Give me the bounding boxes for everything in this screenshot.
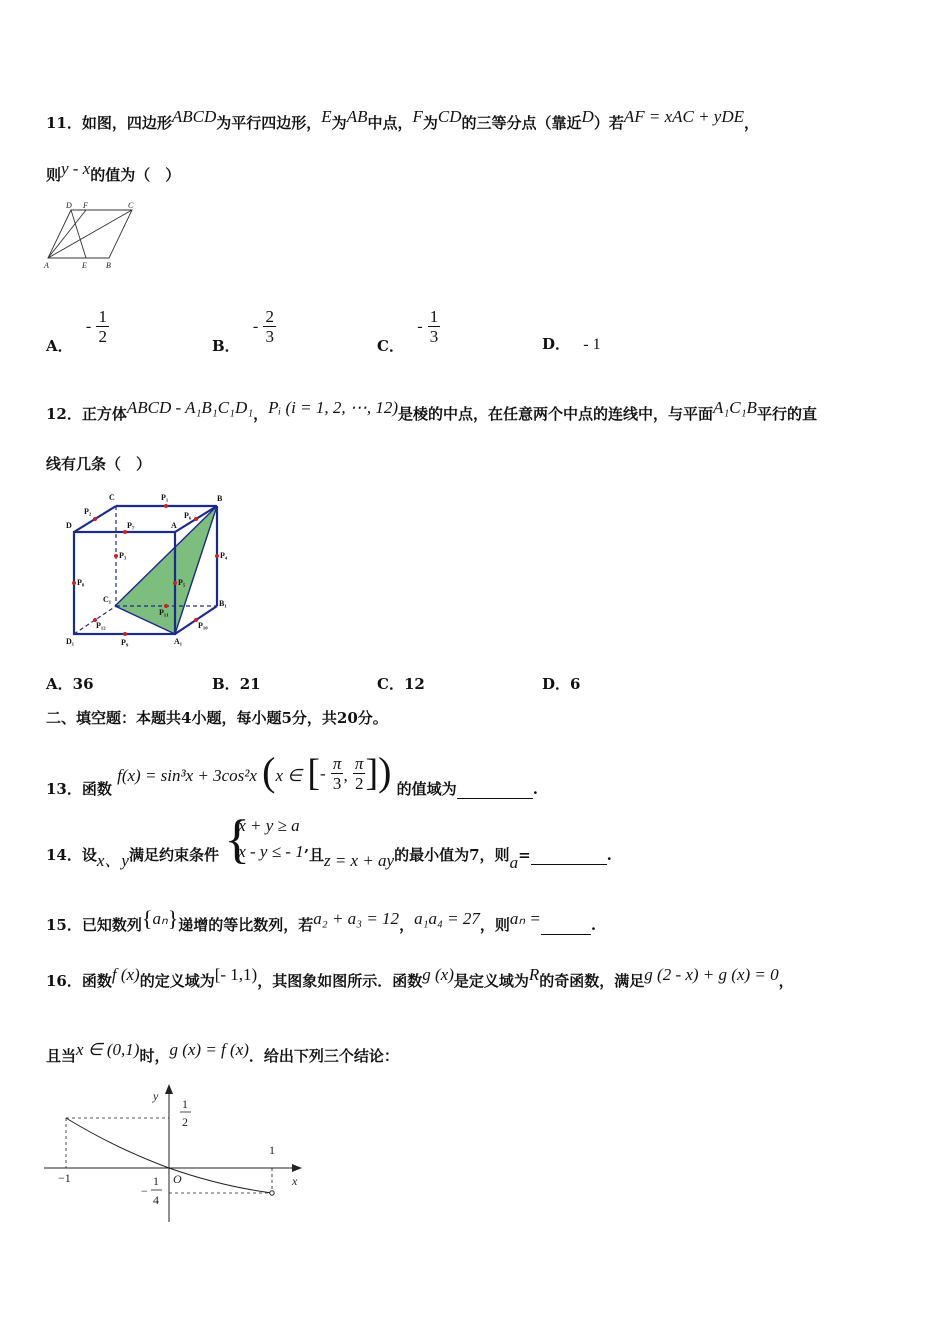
svg-text:1: 1 <box>182 1097 188 1111</box>
label-f: F <box>83 201 88 210</box>
math-plane: A₁C₁B <box>713 398 757 417</box>
svg-text:P₇: P₇ <box>127 521 135 530</box>
svg-text:P₁₁: P₁₁ <box>159 608 169 617</box>
svg-text:P₄: P₄ <box>220 551 228 560</box>
q11-option-b[interactable]: B． - $\frac{2}{3}$ <box>212 307 274 355</box>
svg-text:P₁: P₁ <box>161 493 169 502</box>
section-heading: 二、填空题：本题共4小题，每小题5分，共20分。 <box>46 709 388 727</box>
svg-text:1: 1 <box>269 1143 275 1157</box>
q12-option-b[interactable]: B．21 <box>212 675 261 693</box>
svg-text:2: 2 <box>182 1115 188 1129</box>
label-d: D <box>66 201 72 210</box>
axis-x-label: x <box>292 1174 298 1188</box>
frac-pi-3: $\frac{\pi}{3}$ <box>332 753 342 793</box>
constraint-1: x + y ≥ a <box>238 816 300 835</box>
svg-text:B: B <box>217 494 223 503</box>
q12-option-d[interactable]: D．6 <box>542 675 581 693</box>
svg-text:P₂: P₂ <box>84 507 92 516</box>
math-d: D <box>581 107 594 126</box>
math-af-eq: AF = xAC + yDE <box>623 107 745 126</box>
q12-line2: 线有几条（ ） <box>46 455 152 473</box>
label-a: A <box>44 261 49 270</box>
q11-line1: 11．如图，四边形ABCD为平行四边形，E为AB中点，F为CD的三等分点（靠近D）若AF = xAC + yDE， <box>46 107 760 132</box>
svg-text:−1: −1 <box>58 1171 71 1185</box>
svg-text:1: 1 <box>153 1174 159 1188</box>
label-e: E <box>82 261 87 270</box>
q12-line1: 12．正方体ABCD - A₁B₁C₁D₁，Pᵢ (i = 1, 2, ⋯, 12)是棱的中点，在任意两个中点的连线中，与平面A₁C₁B平行的直 <box>46 398 817 423</box>
q13-line: 13．函数 f(x) = sin³x + 3cos²x (x ∈ [- $\frac{\pi}{3}$ , $\frac{\pi}{2}$ ]) 的值域为 . <box>46 749 538 798</box>
svg-text:P₁₂: P₁₂ <box>96 621 106 630</box>
q12-option-a[interactable]: A．36 <box>46 675 94 693</box>
svg-text:D₁: D₁ <box>66 637 75 646</box>
constraint-2: x - y ≤ - 1 <box>238 842 304 861</box>
q12-option-c[interactable]: C．12 <box>377 675 425 693</box>
q15-answer-blank[interactable] <box>541 916 591 935</box>
svg-text:P₈: P₈ <box>77 578 85 587</box>
cube-figure <box>60 488 240 650</box>
q13-answer-blank[interactable] <box>457 780 533 799</box>
q11-option-d[interactable]: D． - 1 <box>542 335 601 353</box>
svg-text:−: − <box>141 1184 148 1198</box>
math-cd: CD <box>437 107 462 126</box>
svg-text:C₁: C₁ <box>103 595 112 604</box>
svg-text:C: C <box>109 493 115 502</box>
svg-text:P₅: P₅ <box>178 578 186 587</box>
parallelogram-figure <box>40 198 150 270</box>
svg-text:D: D <box>66 521 72 530</box>
q16-line1: 16．函数f (x)的定义域为[- 1,1)，其图象如图所示．函数g (x)是定义域为R的奇函数，满足g (2 - x) + g (x) = 0， <box>46 965 794 990</box>
math-f: F <box>412 107 423 126</box>
svg-text:P₃: P₃ <box>119 551 127 560</box>
math-abcd: ABCD <box>171 107 217 126</box>
math-pi: Pᵢ (i = 1, 2, ⋯, 12) <box>268 398 398 417</box>
math-e: E <box>321 107 332 126</box>
q14-answer-blank[interactable] <box>531 846 607 865</box>
q11-line2: 则y - x的值为（ ） <box>46 159 181 184</box>
q11-option-c[interactable]: C． - $\frac{1}{3}$ <box>377 307 439 355</box>
svg-text:P₁₀: P₁₀ <box>198 621 208 630</box>
q14-line: 14．设x、y满足约束条件 { x + y ≥ a x - y ≤ - 1 ’且z = x + ay的最小值为7，则a= . <box>46 809 612 872</box>
svg-text:P₉: P₉ <box>121 638 129 647</box>
axis-y-label: y <box>153 1089 159 1103</box>
svg-text:4: 4 <box>153 1193 159 1207</box>
q11-option-a[interactable]: A． - $\frac{1}{2}$ <box>46 307 107 355</box>
label-c: C <box>128 201 134 210</box>
label-b: B <box>106 261 111 270</box>
q16-line2: 且当x ∈ (0,1)时，g (x) = f (x)．给出下列三个结论： <box>46 1040 399 1065</box>
svg-text:A: A <box>171 521 177 530</box>
svg-text:P₆: P₆ <box>184 511 192 520</box>
origin-label: O <box>173 1172 182 1186</box>
math-ab: AB <box>346 107 368 126</box>
svg-text:B₁: B₁ <box>219 599 227 608</box>
svg-text:A₁: A₁ <box>174 637 183 646</box>
math-cube: ABCD - A₁B₁C₁D₁ <box>126 398 254 417</box>
q15-line: 15．已知数列{aₙ}递增的等比数列，若a₂ + a₃ = 12，a₁a₄ = 27，则aₙ = . <box>46 906 597 934</box>
function-graph <box>40 1082 310 1226</box>
frac-pi-2: $\frac{\pi}{2}$ <box>354 753 364 793</box>
math-fx: f(x) = sin³x + 3cos²x <box>117 766 257 785</box>
